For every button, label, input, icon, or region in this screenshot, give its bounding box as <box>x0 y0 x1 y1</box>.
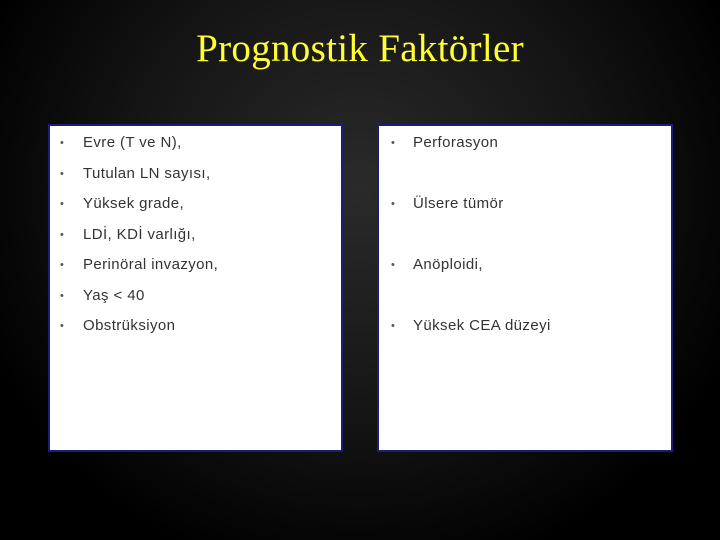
list-item-text: Anöploidi, <box>413 256 483 273</box>
bullet-icon: • <box>60 320 65 332</box>
list-item-text: Perforasyon <box>413 134 499 151</box>
list-item <box>379 128 671 158</box>
list-item <box>50 189 341 219</box>
list-item <box>379 189 671 219</box>
list-item-text: Yaş < 40 <box>83 287 145 304</box>
bullet-icon: • <box>60 137 65 149</box>
list-item-text: Obstrüksiyon <box>83 317 176 334</box>
list-item <box>379 250 671 280</box>
bullet-icon: • <box>391 137 396 149</box>
list-item <box>50 311 341 341</box>
list-item-text: LDİ, KDİ varlığı, <box>83 226 196 243</box>
list-item <box>50 128 341 158</box>
bullet-icon: • <box>60 198 65 210</box>
bullet-icon: • <box>60 168 65 180</box>
bullet-icon: • <box>60 259 65 271</box>
left-text-box <box>48 124 343 452</box>
bullet-icon: • <box>391 198 396 210</box>
list-item-text: Yüksek grade, <box>83 195 185 212</box>
list-item-text: Yüksek CEA düzeyi <box>413 317 551 334</box>
list-item <box>379 311 671 341</box>
list-item-text: Ülsere tümör <box>413 195 504 212</box>
bullet-icon: • <box>60 229 65 241</box>
list-item-text: Tutulan LN sayısı, <box>83 165 211 182</box>
list-item <box>50 159 341 189</box>
slide-title: Prognostik Faktörler <box>196 27 524 70</box>
list-item-text: Evre (T ve N), <box>83 134 182 151</box>
bullet-icon: • <box>391 259 396 271</box>
list-item <box>50 281 341 311</box>
bullet-icon: • <box>60 290 65 302</box>
bullet-icon: • <box>391 320 396 332</box>
list-item <box>50 220 341 250</box>
right-text-box <box>377 124 673 452</box>
list-item-text: Perinöral invazyon, <box>83 256 219 273</box>
list-item <box>50 250 341 280</box>
